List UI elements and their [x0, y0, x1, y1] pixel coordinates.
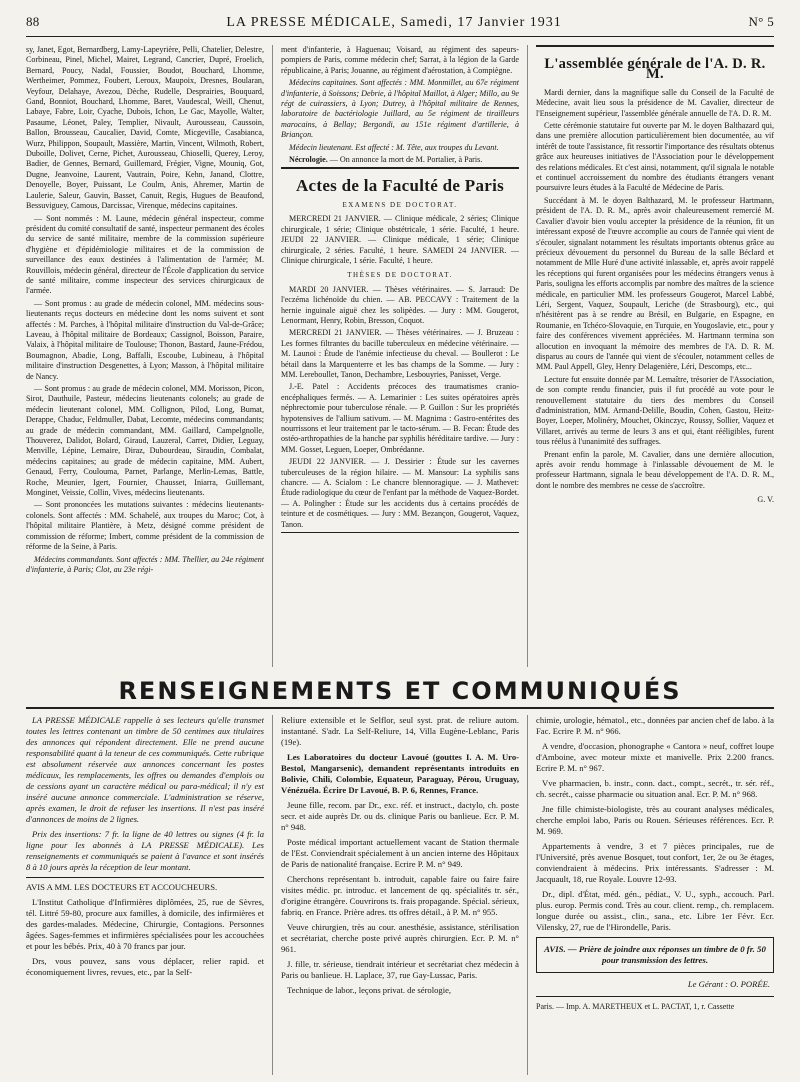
- column-divider: [527, 715, 528, 1075]
- paragraph: MARDI 20 JANVIER. — Thèses vétérinaires. — S. Jarraud: De l'eczéma lichénoïde du chien. — AB. PECCAVY : Traitement de la hernie inguinale aiguë chez les solipèdes. — Jury : MM. Gougerot, Lenormant, Henry, Robin, Bresson, Coquot.: [281, 284, 519, 325]
- advert: A vendre, d'occasion, phonographe « Cantora » neuf, coffret loupe d'Amboine, avec moteur mixte et manivelle. Prix 2.200 francs. Ecrire P. M. n° 967.: [536, 741, 774, 773]
- advert: L'Institut Catholique d'Infirmières diplômées, 25, rue de Sèvres, tél. Littré 59-80, procure aux familles, à domicile, des infirmières et des gardes-malades. Médecine, Chirurgie, Contagions. Personnes âgées. Sages-femmes et infirmières spécialisées pour les accouchées et pour les bébés. Prix, 40 à 70 francs par jour.: [26, 897, 264, 951]
- section-title: RENSEIGNEMENTS ET COMMUNIQUÉS: [118, 677, 682, 705]
- header-rule: [26, 36, 774, 37]
- column-1: [26, 45, 264, 667]
- advert: Appartements à vendre, 3 et 7 pièces principales, rue de l'Université, près avenue Bosquet, tout confort, 1er, 2e ou 3e étages, conviendraient à médecins. Prix intéressants. S'adresser : M. Jacquault, 18, rue Royale. Louvre 12-93.: [536, 841, 774, 884]
- paragraph: JEUDI 22 JANVIER. — J. Dessirier : Étude sur les cavernes tuberculeuses de la région hilaire. — M. Mansour: La syphilis sans chancre. — A. Scialom : Le chancre blennoragique. — J. Mathevet: Étude radiologique du cœur de l'enfant par la méthode de Vaquez-Bordet. — A. Polingher : Étude sur les accidents dus à certains procédés de teinture et de cosmétiques. — Jury : MM. Bezançon, Gougerot, Vaquez, Tanon.: [281, 457, 519, 529]
- advert: Drs, vous pouvez, sans vous déplacer, relier rapid. et économiquement livres, revues, etc., par la Self-: [26, 956, 264, 977]
- faculty-title: Actes de la Faculté de Paris: [295, 176, 505, 196]
- advert: Veuve chirurgien, très au cour. anesthésie, assistance, stérilisation et secrétariat, cherche poste privé auprès chirurgien. Ecr. P. M. n° 961.: [281, 922, 519, 954]
- prices-notice: Prix des insertions: 7 fr. la ligne de 40 lettres ou signes (4 fr. la ligne pour les abonnés à LA PRESSE MÉDICALE). Les renseignements et communiqués se paient à l'avance et sont insérés 8 à 10 jours après la réception de leur montant.: [26, 829, 264, 872]
- advert: Reliure extensible et le Selflor, seul syst. prat. de reliure autom. instantané. S'adr. La Self-Reliure, 14, Villa Eugène-Leblanc, Paris (19e).: [281, 715, 519, 747]
- necrology-label: Nécrologie.: [289, 155, 328, 165]
- advert: J. fille, tr. sérieuse, tiendrait intérieur et secrétariat chez médecin à Paris ou banlieue. H. Laplace, 37, rue Gay-Lussac, Paris.: [281, 959, 519, 980]
- advert: Les Laboratoires du docteur Lavoué (gouttes I. A. M. Uro-Bestol, Mangarsenic), demandent représentants introduits en Bolivie, Chili, Colombie, Equateur, Paraguay, Pérou, Uruguay, Vénézuéla. Écrire Dr Lavoué, B. P. 6, Rennes, France.: [281, 752, 519, 795]
- paragraph: Médecin lieutenant. Est affecté : M. Tête, aux troupes du Levant.: [289, 142, 499, 152]
- imprint: Paris. — Imp. A. MARETHEUX et L. PACTAT, 1, r. Cassette: [536, 996, 774, 1012]
- advert: Jeune fille, recom. par Dr., exc. réf. et instruct., dactylo, ch. poste secr. et aide auprès Dr. ou ds. clinique Paris ou banlieue. Ecr. P. M. n° 948.: [281, 800, 519, 832]
- paragraph: Médecins commandants. Sont affectés : MM. Thellier, au 24e régiment d'infanterie, à Paris; Clot, au 23e régi-: [26, 554, 264, 574]
- classifieds-column-3: [536, 715, 774, 1075]
- advert: Technique de labor., leçons privat. de sérologie,: [287, 985, 452, 995]
- advert: Vve pharmacien, b. instr., conn. dact., compt., secrét., tr. sér. réf., ch. secrét., caisse pharmacie ou situation anal. Ecr. P. M. n° 968.: [536, 778, 774, 799]
- signature: G. V.: [757, 495, 774, 505]
- advert: Jne fille chimiste-biologiste, très au courant analyses médicales, cherche emploi labo, Paris ou Rouen. Sérieuses références. Ecr. P. M. 969.: [536, 804, 774, 836]
- column-3: [536, 45, 774, 667]
- paragraph: J.-E. Patel : Accidents précoces des traumatismes cranio-encéphaliques fermés. — A. Lemarinier : Les suites opératoires après néphrectomie pour tuberculose rénale. — P. Guillon : Sur les propriétés hypotensives de l'allium sativum. — M. Magnima : Gastro-entérites des nourrissons et leur traitement par le tacto-sérum. — B. Fecan: Étude des ostéo-arthropathies de la hanche par syphilis héréditaire tardive. — Jury : MM. Gosset, Leguen, Loeper, Ombrédanne.: [281, 382, 519, 454]
- advert: Poste médical important actuellement vacant de Station thermale de l'Est. Conviendrait spécialement à un ancien interne des Hôpitaux de Paris de nationalité française. Ecrire P. M. n° 949.: [281, 837, 519, 869]
- paragraph: — Sont promus : au grade de médecin colonel, MM. médecins sous-lieutenants reçus docteurs en médecine dont les noms suivent et sont affectés : M. Parches, à l'hôpital militaire d'instruction du Val-de-Grâce; Laveau, à l'hôpital militaire de Bordeaux; Cassignol, Boisson, Paraire, Valaix, à l'hôpital militaire de Toulouse; Thonon, Bastard, Jaune-Frédou, Boumagnon, Abadie, Long, Baffalli, Escoube, Lubineau, à l'hôpital militaire d'instruction Desgenettes, à Lyon; Masson, à l'hôpital militaire de Nancy.: [26, 298, 264, 381]
- paragraph: Cette cérémonie statutaire fut ouverte par M. le doyen Balthazard qui, dans une première allocution particulièrement bien documentée, au vif intérêt de toute l'assistance, fit ressortir l'importance des résultats obtenus grâce aux heureuses initiatives de l'Association pour le développement des relations médicales. Et c'est ainsi, notamment, qu'il signala le notable et continuel accroissement du nombre des étudiants étrangers venant poursuivre leurs études à la Faculté de Médecine de Paris.: [536, 121, 774, 193]
- column-divider: [272, 45, 273, 667]
- advert-label: AVIS A MM. LES DOCTEURS ET ACCOUCHEURS.: [26, 877, 264, 893]
- classifieds-column-1: [26, 715, 264, 1075]
- paragraph: — Sont nommés : M. Laune, médecin général inspecteur, comme président du comité consultatif de santé, inspecteur permanent des écoles du service de santé militaire, membre de la commission supérieure d'hygiène et d'épidémiologie militaires et de la commission de surveillance des eaux destinées à l'alimentation de l'armée; M. Rouvillois, médecin général, directeur de l'École d'application du service de santé militaire, comme inspecteur des services chirurgicaux de l'armée.: [26, 213, 264, 296]
- section-rule: [26, 707, 774, 709]
- faculty-section: [281, 167, 519, 533]
- necrology-text: — On annonce la mort de M. Portalier, à Paris.: [329, 155, 483, 165]
- page-number: 88: [26, 14, 40, 29]
- classifieds-column-2: [281, 715, 519, 1075]
- paragraph: Lecture fut ensuite donnée par M. Lemaître, trésorier de l'Association, de son compte rendu financier, puis il fut procédé au vote pour le renouvellement statutaire du tiers des membres du Conseil d'administration, MM. Armand-Delille, Boudin, Cohen, Gastou, Heitz-Boyer, Loeper, Molinéry, Mouchet, Okinczyc, Roussy, Sollier, Vaquez et Villaret, arrivés au terme de leurs 3 ans et qui, étant rééligibles, furent tous réélus à l'unanimité des suffrages.: [536, 374, 774, 447]
- journal-title: LA PRESSE MÉDICALE, Samedi, 17 Janvier 1931: [226, 15, 562, 30]
- column-divider: [527, 45, 528, 667]
- paragraph: — Sont promus : au grade de médecin colonel, MM. Morisson, Picon, Sirot, Dauthuile, Pasteur, médecins lieutenants colonels; au grade de médecin lieutenant colonel, MM. Collignon, Pilod, Long, Bumat, Derappe, Chaduc, Feldmuller, Dabat, Lecomte, médecins commandants; au grade de médecin commandant, MM. Gaillard, Campelgnolle, Thouverez, Dalidot, Bolard, Giraud, Lauzeral, Carret, Didier, Leguay, Menville, Lépine, Lemaire, Diraz, Dubourdeau, Siraudin, Combalat, médecins capitaines; au grade de médecin capitaine, MM. Aubert, Genaud, Ferry, Coulouma, Parnet, Parlange, Merlin-Lemas, Battle, Roche, Meunier, Igert, Fournier, Chausset, Iniarra, Guillemant, Monginet, Veissie, Collin, Vives, médecins lieutenants.: [26, 384, 264, 498]
- paragraph: — Sont prononcées les mutations suivantes : médecins lieutenants-colonels. Sont affectés : MM. Schahelé, aux troupes du Maroc; Cot, à l'hôpital militaire Plantière, à Metz, désigné comme président de commission de réforme; Imbert, comme président de la commission de réforme de la Seine, à Paris.: [26, 500, 264, 552]
- advert: chimie, urologie, hématol., etc., données par ancien chef de labo. à la Fac. Ecrire P. M. n° 966.: [536, 715, 774, 736]
- paragraph: Médecins capitaines. Sont affectés : MM. Monmillet, au 67e régiment d'infanterie, à Soissons; Debrie, à l'hôpital Maillot, à Alger; Millo, au 9e régt de cuirassiers, à Lyon; Dutrey, à l'hôpital militaire de Rennes, laboratoire de bactériologie Juillard, au 5e régiment de tirailleurs marocains, à Bellay; Bergondi, au 151e régiment d'artillerie, à Briançon.: [281, 78, 519, 140]
- column-divider: [272, 715, 273, 1075]
- necrology: [281, 155, 519, 165]
- assembly-frame: [536, 45, 774, 83]
- top-columns: [26, 45, 774, 667]
- theses-subtitle: THÈSES DE DOCTORAT.: [347, 271, 453, 280]
- paragraph: ment d'infanterie, à Haguenau; Voisard, au régiment des sapeurs-pompiers de Paris, comme médecin chef; Sarrat, à la légion de la Garde républicaine, à Paris; Jouanne, au régiment d'aérostation, à Compiègne.: [281, 45, 519, 75]
- column-2: [281, 45, 519, 667]
- classifieds-columns: [26, 715, 774, 1075]
- paragraph: sy, Janet, Egot, Bernardberg, Lamy-Lapeyrière, Pelli, Chatelier, Delestre, Corbineau, Pinel, Michel, Mairet, Legrand, Cancrier, Dupré, Froelich, Bernard, Poucy, Nadal, Foussier, Boudot, Bouchard, Lhomme, Wertheimer, Pommez, Foubert, Leroux, Maupoix, Dresnes, Boularan, Veyfour, Delahaye, Avezou, Dèche, Rudelle, Desprairies, Bouquard, Gand, Bonniot, Bouchard, Lhomme, Baret, Vaudescal, Weill, Chenut, Labaye, Fabre, Loir, Cyache, Dubois, Ichon, Le Gac, Mayolle, Walter, Pasaume, Léonet, Paley, Templier, Nivault, Aurousseau, Caussoin, Ballon, Brousseau, Caucalier, David, Comte, Micgeville, Casabianca, Wurz, Philippon, Soupault, Massière, Martin, Vincent, Wilmoth, Robert, Duboille, Dolivet, Cerne, Pichet, Aurousseau, Chioselli, Querey, Leroy, Badier, de Gennes, Bernard, Guillemard, Frégier, Vigne, Mouniq, Got, Dugne, Jeanvoine, Laurent, Vautrain, Poire, Kehn, Janand, Clottre, Denoyelle, Boyer, Puissant, Le Coulm, Anis, Ahremer, Martin de Laulerie, Saleur, Gauvin, Basset, Canuit, Regis, Hugues de Beaufond, Bessuviguey, Camous, Darcissac, Virenque, médecins capitaines.: [26, 45, 264, 211]
- assembly-title: L'assemblée générale de l'A. D. R. M.: [544, 56, 766, 83]
- gerant: Le Gérant : O. PORÉE.: [687, 979, 770, 989]
- issue-number: N° 5: [748, 14, 774, 29]
- avis-box: AVIS. — Prière de joindre aux réponses un timbre de 0 fr. 50 pour transmission des lettres.: [536, 937, 774, 973]
- advert: Cherchons représentant b. introduit, capable faire ou faire faire visites médic. pr. introduc. et lancement de qq. spécialités tr. sér., d'origine étrangère. Couvrirons ts. frais propagande. Spécial. sérieux, fabriq. en France. Prière adres. tts offres détail., à P. M. n° 955.: [281, 874, 519, 917]
- paragraph: Mardi dernier, dans la magnifique salle du Conseil de la Faculté de Médecine, avait lieu sous la présidence de M. Cavalier, directeur de l'Enseignement supérieur, l'assemblée générale annuelle de l'A. D. R. M.: [536, 87, 774, 118]
- exams-subtitle: EXAMENS DE DOCTORAT.: [342, 200, 458, 209]
- paragraph: Succédant à M. le doyen Balthazard, M. le professeur Hartmann, président de l'A. D. R. M., après avoir chaleureusement remercié M. Cavalier d'avoir bien voulu accepter la présidence de la réunion, fit un intéressant exposé de l'œuvre accomplie au cours de l'année qui vient de s'écouler, signalant notamment les résultats importants obtenus grâce au précieux dévouement du personnel du Bureau de la salle Béclard et notamment de Mlle Huré d'une activité inlassable, et, après avoir rappelé les réceptions qui furent organisées pour les médecins étrangers venus à Paris, souligna les efforts accomplis par nombre des maîtres de la science médicale, en particulier MM. les professeurs Gougerot, Marcel Labbé, Léri, Sergent, Vaquez, Soupault, Leriche (de Strasbourg), etc., qui n'hésitèrent pas à se rendre au Brésil, en Bulgarie, en Espagne, en Roumanie, en Tchéco-Slovaquie, en Turquie, en Yougoslavie, etc., pour y faire des conférences vivement appréciées. M. Hartmann termina son allocution en invoquant la mémoire des membres de l'A. D. R. M. disparus au cours de l'année qui vient de s'écouler, notamment celles de MM. Paul Appell, Gley, Henry Delagenière, Léri, Descomps, etc...: [536, 195, 774, 372]
- paragraph: MERCREDI 21 JANVIER. — Thèses vétérinaires. — J. Bruzeau : Les formes filtrantes du bacille tuberculeux en médecine vétérinaire. — M. Launoi : Étude de l'anémie infectieuse du cheval. — Boullerot : Le bétail dans la Marquenterre et les bas champs de la Somme. — Jury : MM. Lereboullet, Tanon, Dechambre, Lesbouyries, Panisset, Verge.: [281, 328, 519, 379]
- paragraph: MERCREDI 21 JANVIER. — Clinique médicale, 2 séries; Clinique chirurgicale, 1 série; Clinique obstétricale, 1 série. Faculté, 1 heure. JEUDI 22 JANVIER. — Clinique médicale, 1 série; Clinique chirurgicale, 2 séries. Faculté, 1 heure. SAMEDI 24 JANVIER. — Clinique chirurgicale, 1 série. Faculté, 1 heure.: [281, 214, 519, 265]
- advert: Dr., dipl. d'État, méd. gén., pédiat., V. U., syph., accouch. Parl. plus. europ. Permis cond. Très au cour. client. remp., ch. remplacem. longue durée ou assist., clin., sana., etc. Libre 1er Févr. Ecr. Vilensky, 27, rue de l'Hirondelle, Paris.: [536, 889, 774, 932]
- paragraph: Prenant enfin la parole, M. Cavalier, dans une dernière allocution, après avoir rendu hommage à l'inlassable dévouement de M. le professeur Hartmann, signala le beau développement de l'A. D. R. M., dont le nombre des membres ne cesse de s'accroître.: [536, 449, 774, 490]
- notice: LA PRESSE MÉDICALE rappelle à ses lecteurs qu'elle transmet toutes les lettres contenant un timbre de 50 centimes aux titulaires des annonces qui répondent directement. Elle ne prend aucune responsabilité quant à la teneur de ces communiqués. Cette rubrique est absolument réservée aux annonces concernant les postes médicaux, les remplacements, les offres ou demandes d'emplois ou de cessions ayant un caractère médical ou para-médical; il n'y est inséré aucune annonce commerciale. L'administration se réserve, après examen, le droit de refuser les insertions. Il n'est pas inséré d'annonces de moins de 2 lignes.: [26, 715, 264, 824]
- page-header: [26, 14, 774, 34]
